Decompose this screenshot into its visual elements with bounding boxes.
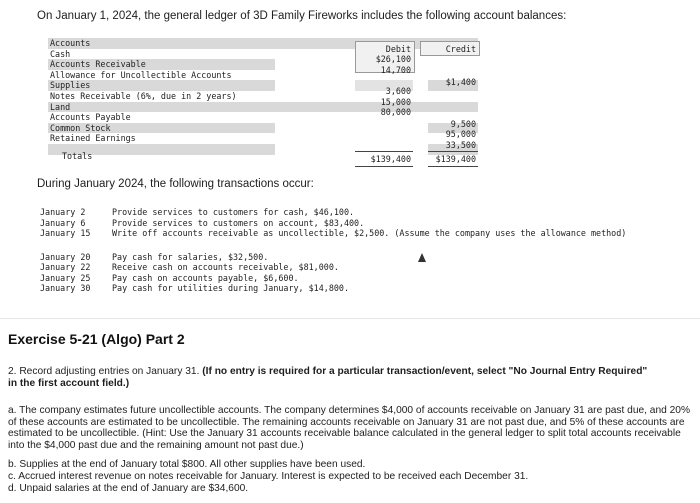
transaction-text: Pay cash for utilities during January, $14,800.	[112, 283, 349, 294]
ledger-row-debit: 3,600	[385, 86, 411, 96]
transaction-text: Pay cash on accounts payable, $6,600.	[112, 272, 299, 283]
ledger-row-name: Allowance for Uncollectible Accounts	[50, 69, 232, 80]
ledger-row-credit: 95,000	[445, 129, 476, 139]
ledger-row-name: Land	[50, 101, 71, 112]
transaction-text: Provide services to customers on account, $83,400.	[112, 217, 365, 228]
transaction-date: January 2	[40, 207, 86, 217]
instruction-bold: (If no entry is required for a particular transaction/event, select "No Journal Entry Required" in the first account field.)	[8, 366, 648, 390]
ledger-row-name: Retained Earnings	[50, 133, 136, 144]
ledger-row-name: Notes Receivable (6%, due in 2 years)	[50, 91, 237, 101]
ledger-row-name: Accounts Receivable	[50, 59, 146, 70]
transaction-text: Provide services to customers for cash, $46,100.	[112, 207, 355, 217]
transaction-date: January 25	[40, 272, 91, 283]
exercise-title: Exercise 5-21 (Algo) Part 2	[8, 331, 185, 347]
ledger-table	[48, 38, 478, 168]
adjustment-c: c. Accrued interest revenue on notes receivable for January. Interest is expected to be received each December 31.	[8, 471, 529, 482]
ledger-total-debit: $139,400	[370, 154, 411, 164]
intro-text: On January 1, 2024, the general ledger of 3D Family Fireworks includes the following account balances:	[37, 10, 567, 22]
transaction-text: Write off accounts receivable as uncollectible, $2,500. (Assume the company uses the allowance method)	[112, 228, 627, 239]
instruction-text	[8, 366, 658, 391]
transaction-text: Receive cash on accounts receivable, $81,000.	[112, 262, 339, 273]
transaction-date: January 6	[40, 217, 86, 228]
ledger-row-debit: 80,000	[380, 107, 411, 118]
instruction-plain: 2. Record adjusting entries on January 31.	[8, 366, 200, 377]
ledger-row-name: Cash	[50, 48, 71, 59]
ledger-row-credit: $1,400	[445, 77, 476, 87]
ledger-row-name: Common Stock	[50, 122, 111, 133]
ledger-row-debit: 15,000	[380, 96, 411, 107]
transaction-date: January 15	[40, 228, 91, 239]
adjustment-d: d. Unpaid salaries at the end of January are $34,600.	[8, 483, 249, 494]
transaction-date: January 20	[40, 251, 91, 262]
mouse-pointer-icon	[418, 253, 426, 262]
transaction-date: January 30	[40, 283, 91, 294]
adjustment-b: b. Supplies at the end of January total $800. All other supplies have been used.	[8, 459, 366, 470]
section-divider	[0, 318, 700, 319]
ledger-row-credit: 33,500	[445, 139, 476, 150]
ledger-header-credit: Credit	[445, 44, 476, 54]
ledger-header-debit: Debit	[385, 44, 411, 54]
ledger-row-debit: $26,100	[375, 54, 411, 64]
transaction-text: Pay cash for salaries, $32,500.	[112, 251, 269, 262]
ledger-header-accounts: Accounts	[50, 38, 91, 48]
ledger-row-debit: 14,700	[380, 64, 411, 75]
transactions-heading: During January 2024, the following transactions occur:	[37, 178, 314, 190]
ledger-total-label: Totals	[62, 151, 93, 161]
ledger-row-name: Accounts Payable	[50, 112, 131, 123]
ledger-total-credit: $139,400	[435, 154, 476, 164]
adjustment-a: a. The company estimates future uncollectible accounts. The company determines $4,000 of accounts receivable on January 31 are past due, and 20% of these accounts are estimated to be uncollectible. The remaining accounts receivable on January 31 are not past due, and 5% of these accounts are estimated to be uncollectible. (Hint: Use the January 31 accounts receivable balance calculated in the general ledger to split total accounts receivable into the $4,000 past due and the remaining amount not past due.)	[8, 405, 691, 452]
transaction-date: January 22	[40, 262, 91, 273]
ledger-row-credit: 9,500	[450, 118, 476, 129]
ledger-row-name: Supplies	[50, 80, 91, 91]
